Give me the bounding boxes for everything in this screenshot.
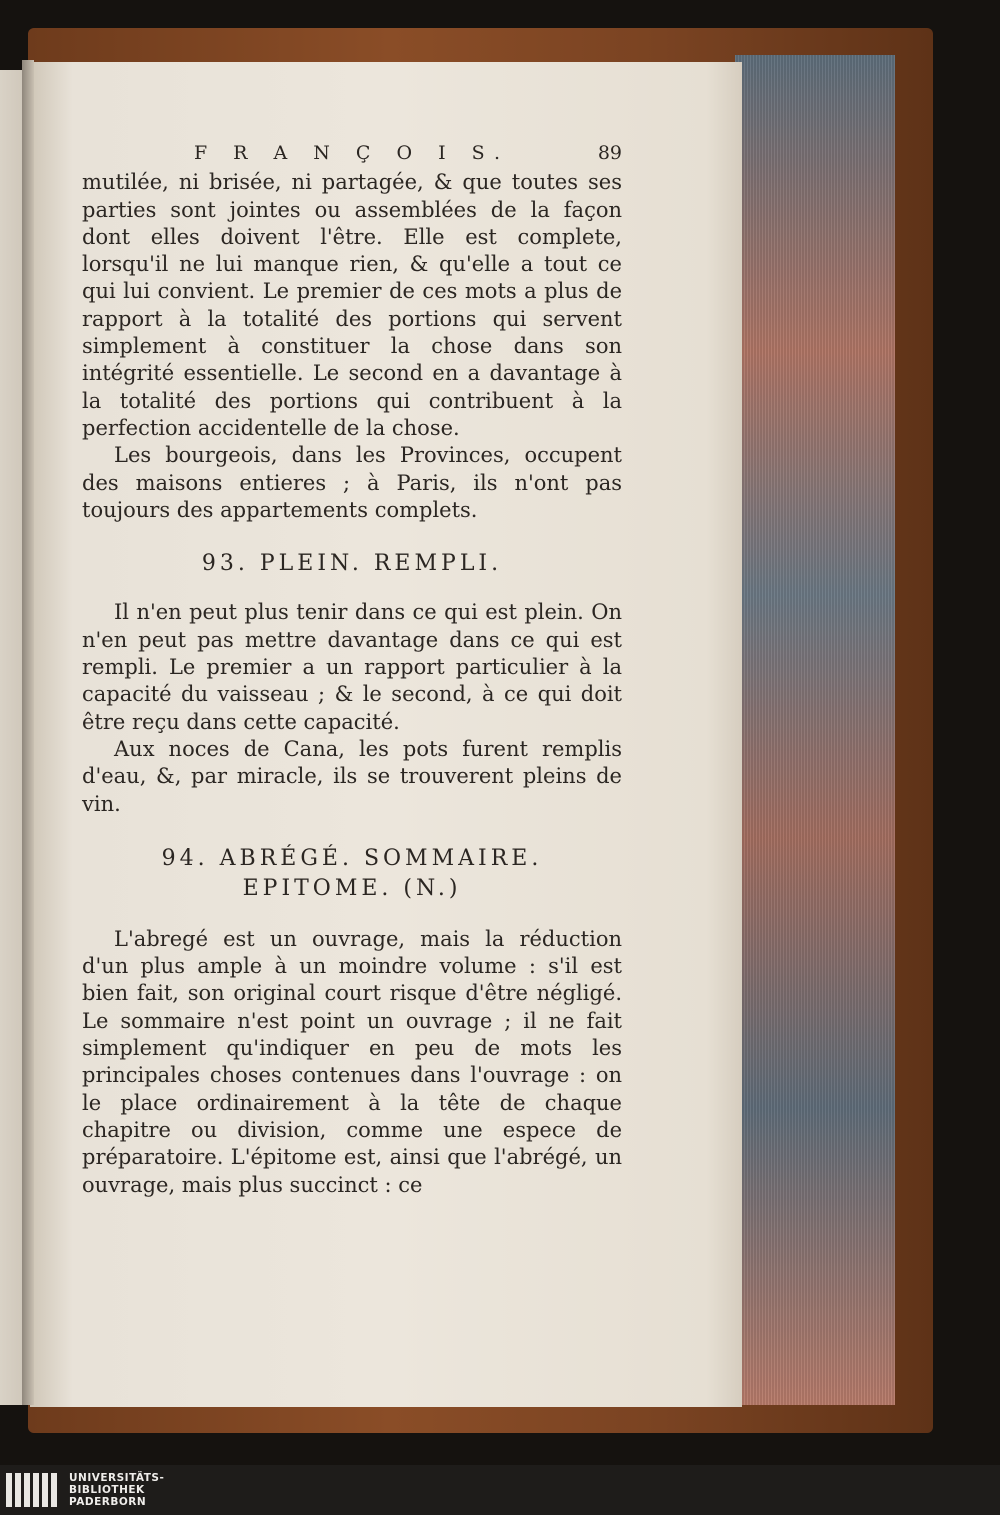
gutter — [22, 60, 34, 1405]
page-text — [82, 140, 622, 1199]
library-logo — [6, 1466, 164, 1514]
section-heading-94-line1: 94. ABRÉGÉ. SOMMAIRE. — [161, 845, 543, 871]
section-heading-93: 93. PLEIN. REMPLI. — [201, 551, 503, 577]
logo-bars-icon — [6, 1473, 57, 1507]
logo-text: UNIVERSITÄTS- BIBLIOTHEK PADERBORN — [69, 1472, 165, 1508]
paragraph: mutilée, ni brisée, ni partagée, & que toutes ses parties sont jointes ou assemblées de la façon dont elles doivent l'être. Elle est complete, lorsqu'il ne lui manque rien, & qu'elle a tout ce qui lui convient. Le premier de ces mots a plus de rapport à la totalité des portions qui servent simplement à constituer la chose dans son intégrité essentielle. Le second en a davantage à la totalité des portions qui contribuent à la perfection accidentelle de la chose. — [82, 170, 622, 440]
page-number: 89 — [597, 142, 622, 164]
running-head — [82, 140, 622, 167]
page-edges — [735, 55, 895, 1405]
paragraph: Il n'en peut plus tenir dans ce qui est plein. On n'en peut pas mettre davantage dans ce qui est rempli. Le premier a un rapport particulier à la capacité du vaisseau ; & le second, à ce qui doit être reçu dans cette capacité. — [82, 600, 622, 734]
paragraph: Les bourgeois, dans les Provinces, occupent des maisons entieres ; à Paris, ils n'ont pas toujours des appartements complets. — [82, 443, 622, 522]
section-heading-94 — [82, 844, 622, 904]
section-heading-94-line2: EPITOME. (N.) — [242, 875, 462, 901]
paragraph: Aux noces de Cana, les pots furent remplis d'eau, &, par miracle, ils se trouverent pleins de vin. — [82, 736, 622, 816]
running-head-title: F R A N Ç O I S. — [193, 142, 511, 164]
paragraph: L'abregé est un ouvrage, mais la réduction d'un plus ample à un moindre volume : s'il est bien fait, son original court risque d'être négligé. Le sommaire n'est point un ouvrage ; il ne fait simplement qu'indiquer en peu de mots les principales choses contenues dans l'ouvrage : on le place ordinairement à la tête de chaque chapitre ou division, comme une espece de préparatoire. L'épitome est, ainsi que l'abrégé, un ouvrage, mais plus succinct : ce — [82, 926, 622, 1197]
